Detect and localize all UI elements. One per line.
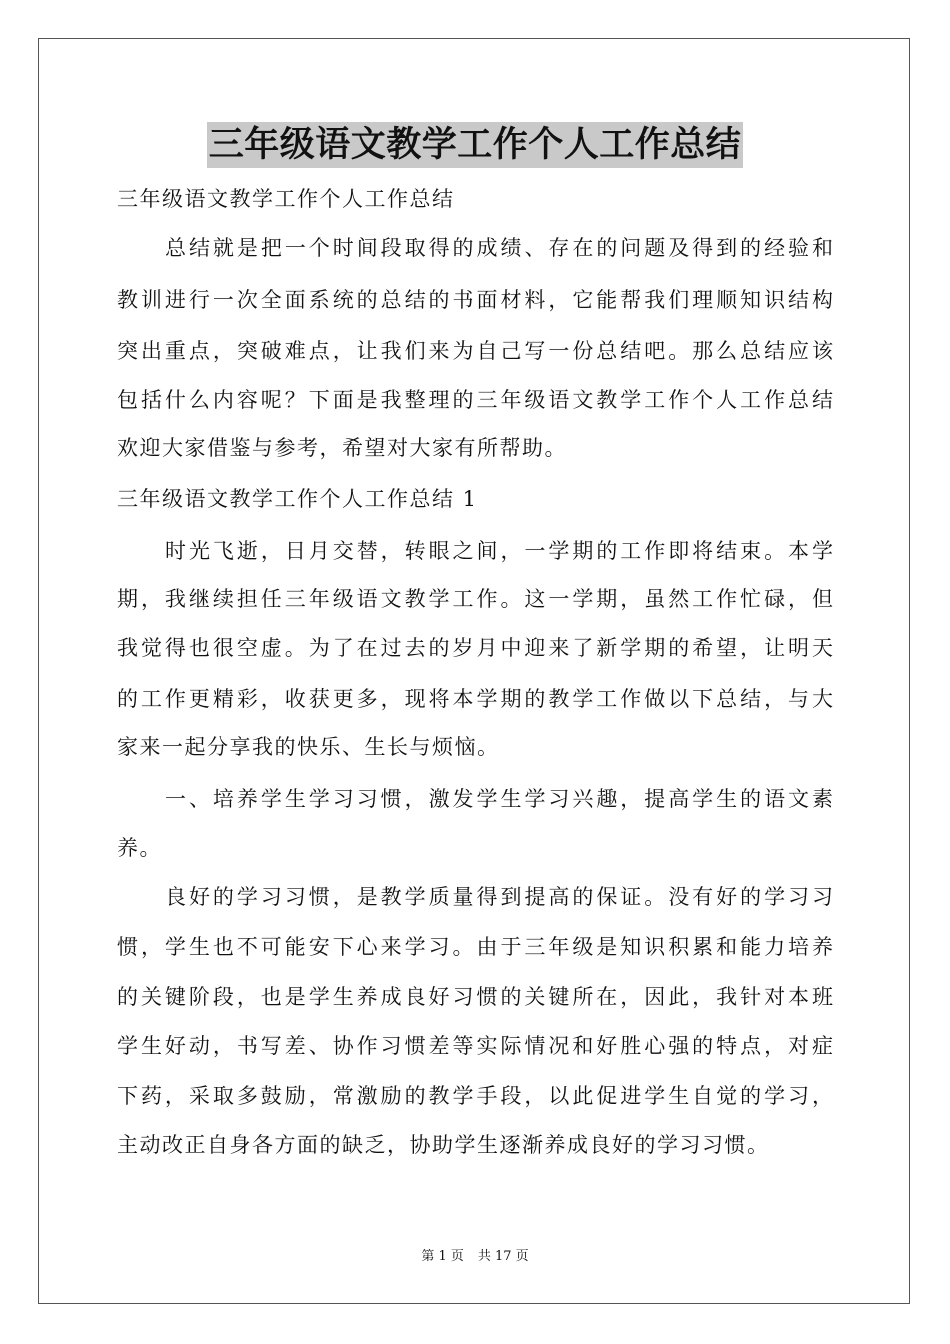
page-border [38, 38, 910, 1304]
section-heading: 三年级语文教学工作个人工作总结 1 [117, 487, 478, 511]
document-title: 三年级语文教学工作个人工作总结 [207, 122, 744, 168]
paragraph-line: 养。 [117, 836, 162, 860]
paragraph-line: 包括什么内容呢？下面是我整理的三年级语文教学工作个人工作总结 [117, 388, 833, 412]
paragraph-line: 学生好动，书写差、协作习惯差等实际情况和好胜心强的特点，对症 [117, 1034, 833, 1058]
paragraph-line: 突出重点，突破难点，让我们来为自己写一份总结吧。那么总结应该 [117, 339, 833, 363]
paragraph-line: 良好的学习习惯，是教学质量得到提高的保证。没有好的学习习 [165, 885, 833, 909]
paragraph-line: 主动改正自身各方面的缺乏，协助学生逐渐养成良好的学习习惯。 [117, 1133, 770, 1157]
paragraph-line: 惯，学生也不可能安下心来学习。由于三年级是知识积累和能力培养 [117, 935, 833, 959]
page-total: 共 17 页 [477, 1249, 529, 1264]
paragraph-line: 一、培养学生学习习惯，激发学生学习兴趣，提高学生的语文素 [165, 787, 833, 811]
paragraph-line: 时光飞逝，日月交替，转眼之间，一学期的工作即将结束。本学 [165, 539, 833, 563]
title-area [0, 122, 950, 168]
paragraph-line: 我觉得也很空虚。为了在过去的岁月中迎来了新学期的希望，让明天 [117, 636, 833, 660]
page-number: 第 1 页 [421, 1249, 464, 1264]
paragraph-line: 家来一起分享我的快乐、生长与烦恼。 [117, 735, 500, 759]
subtitle-line: 三年级语文教学工作个人工作总结 [117, 187, 455, 211]
paragraph-line: 的工作更精彩，收获更多，现将本学期的教学工作做以下总结，与大 [117, 687, 833, 711]
paragraph-line: 下药，采取多鼓励，常激励的教学手段，以此促进学生自觉的学习， [117, 1084, 833, 1108]
paragraph-line: 的关键阶段，也是学生养成良好习惯的关键所在，因此，我针对本班 [117, 985, 833, 1009]
page-footer [0, 1248, 950, 1266]
paragraph-line: 欢迎大家借鉴与参考，希望对大家有所帮助。 [117, 436, 567, 460]
paragraph-line: 总结就是把一个时间段取得的成绩、存在的问题及得到的经验和 [165, 236, 833, 260]
paragraph-line: 期，我继续担任三年级语文教学工作。这一学期，虽然工作忙碌，但 [117, 587, 833, 611]
paragraph-line: 教训进行一次全面系统的总结的书面材料，它能帮我们理顺知识结构 [117, 288, 833, 312]
